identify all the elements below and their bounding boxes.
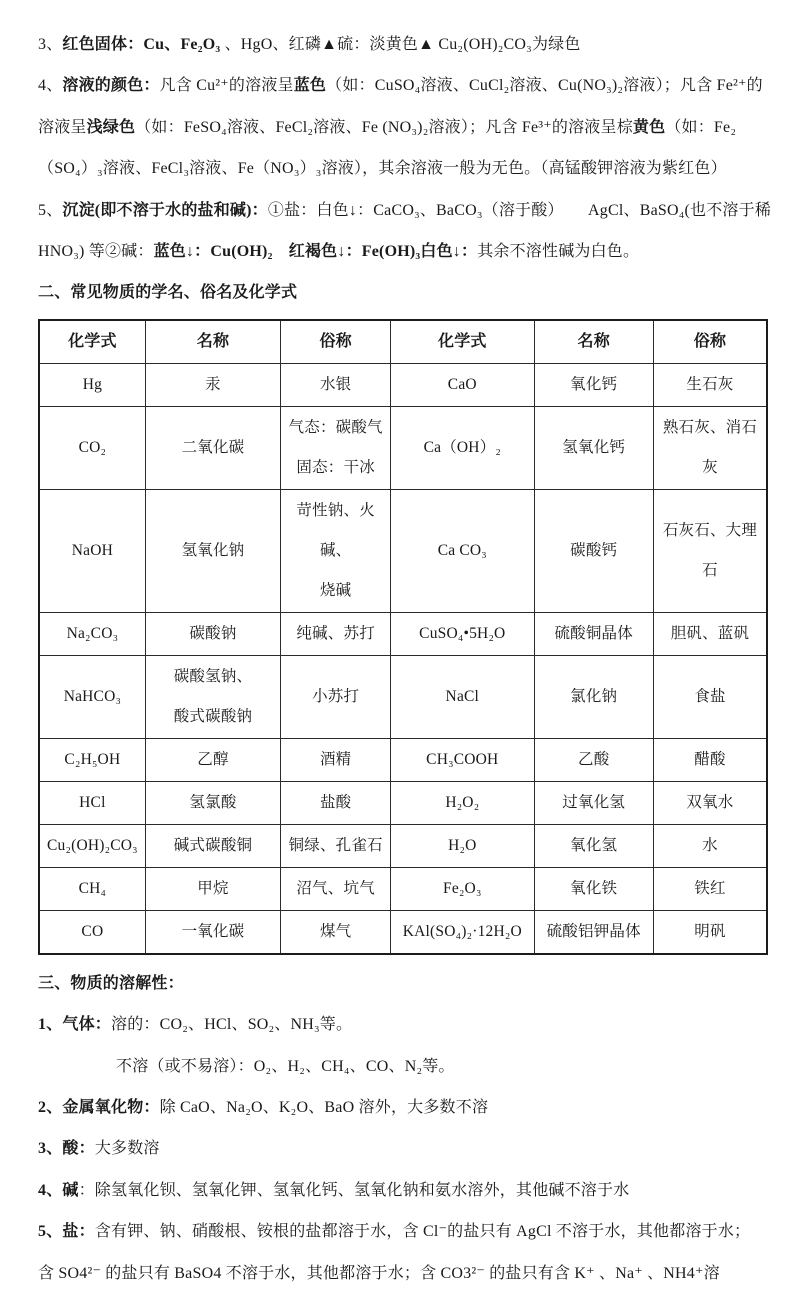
table-cell: 盐酸 (281, 781, 391, 824)
table-cell: 碳酸钠 (145, 612, 280, 655)
table-cell: 双氧水 (653, 781, 767, 824)
table-cell: 氧化钙 (534, 363, 653, 406)
body-text: 溶的：CO₂、HCl、SO₂、NH₃等。 (111, 1016, 353, 1034)
cell-line: 烧碱 (319, 581, 352, 599)
line-solution-colors-1 (38, 65, 768, 106)
table-cell (281, 406, 391, 489)
table-cell: KAl(SO₄)₂·12H₂O (391, 910, 534, 954)
body-text: 其余不溶性碱为白色。 (477, 243, 640, 261)
body-text: （如：Fe₂ (665, 118, 737, 136)
table-cell (653, 406, 767, 489)
body-text: 溶液呈 (38, 118, 87, 136)
line-red-solids (38, 24, 768, 65)
table-cell (281, 489, 391, 612)
line-salts-1 (38, 1211, 768, 1252)
emphasis-text: 1、气体： (38, 1016, 112, 1034)
table-cell: 乙醇 (145, 738, 280, 781)
body-text: （SO₄）₃溶液、FeCl₃溶液、Fe（NO₃）₃溶液），其余溶液一般为无色。（高锰酸钾溶液为紫红色） (38, 160, 727, 178)
table-cell: 纯碱、苏打 (281, 612, 391, 655)
body-text: HNO₃) 等②碱： (38, 243, 154, 261)
table-cell: NaHCO₃ (39, 655, 145, 738)
table-cell: 小苏打 (281, 655, 391, 738)
table-cell: 醋酸 (653, 738, 767, 781)
table-cell: 氢氧化钠 (145, 489, 280, 612)
column-header: 名称 (145, 320, 280, 364)
table-cell: CH₄ (39, 867, 145, 910)
table-row (39, 363, 767, 406)
column-header: 俗称 (281, 320, 391, 364)
table-cell: 铜绿、孔雀石 (281, 824, 391, 867)
table-cell: Ca CO₃ (391, 489, 534, 612)
table-row (39, 824, 767, 867)
cell-line: 酸式碳酸钠 (173, 707, 253, 725)
line-gases-soluble (38, 1004, 768, 1045)
section2-title (38, 272, 768, 313)
table-cell: 氢氯酸 (145, 781, 280, 824)
table-cell: 水 (653, 824, 767, 867)
emphasis-text: 2、金属氧化物： (38, 1099, 160, 1117)
table-cell: Fe₂O₃ (391, 867, 534, 910)
table-cell: 硫酸铜晶体 (534, 612, 653, 655)
table-cell: 胆矾、蓝矾 (653, 612, 767, 655)
table-cell: 水银 (281, 363, 391, 406)
line-acids (38, 1128, 768, 1169)
table-cell: 氧化氢 (534, 824, 653, 867)
cell-line: 熟石灰、消石 (662, 418, 758, 436)
emphasis-text: 黄色 (632, 118, 666, 136)
table-row (39, 910, 767, 954)
table-cell: C₂H₅OH (39, 738, 145, 781)
body-text: 5、 (38, 201, 63, 219)
common-substances-table (38, 319, 768, 955)
body-text: ：除氢氧化钡、氢氧化钾、氢氧化钙、氢氧化钠和氨水溶外，其他碱不溶于水 (78, 1181, 630, 1199)
table-cell: 甲烷 (145, 867, 280, 910)
table-row (39, 738, 767, 781)
body-text: 凡含 Cu²⁺的溶液呈 (159, 77, 294, 95)
body-text (273, 243, 289, 260)
cell-line: 石灰石、大理 (662, 521, 758, 539)
body-text: 含有钾、钠、硝酸根、铵根的盐都溶于水，含 Cl⁻的盐只有 AgCl 不溶于水，其他都溶于水； (94, 1223, 751, 1241)
table-cell: 铁红 (653, 867, 767, 910)
table-cell: 乙酸 (534, 738, 653, 781)
top-text-block (38, 24, 772, 314)
emphasis-text: 4、碱 (38, 1181, 79, 1199)
table-cell (145, 655, 280, 738)
body-text: 大多数溶 (94, 1140, 160, 1158)
column-header: 俗称 (653, 320, 767, 364)
emphasis-text: 红色固体：Cu、Fe₂O₃ (62, 36, 221, 53)
emphasis-text: 5、盐： (38, 1223, 95, 1241)
cell-line: 苛性钠、火碱、 (296, 501, 375, 559)
table-cell: 过氧化氢 (534, 781, 653, 824)
body-text: （如：CuSO₄溶液、CuCl₂溶液、Cu(NO₃)₂溶液）；凡含 Fe²⁺的 (326, 77, 763, 95)
line-salts-2 (38, 1253, 768, 1294)
table-cell: 碳酸钙 (534, 489, 653, 612)
table-cell: Ca（OH）₂ (391, 406, 534, 489)
table-cell: CH₃COOH (391, 738, 534, 781)
table-cell: 沼气、坑气 (281, 867, 391, 910)
column-header: 化学式 (391, 320, 534, 364)
emphasis-text: 浅绿色 (86, 118, 136, 136)
table-cell: 二氧化碳 (145, 406, 280, 489)
table-cell: CO₂ (39, 406, 145, 489)
table-cell: Na₂CO₃ (39, 612, 145, 655)
emphasis-text: 蓝色↓：Cu(OH)₂ (153, 243, 273, 261)
body-text: 、HgO、红磷▲硫：淡黄色▲ Cu₂(OH)₂CO₃为绿色 (220, 36, 581, 53)
table-cell: H₂O₂ (391, 781, 534, 824)
table-row (39, 612, 767, 655)
emphasis-text: 三、物质的溶解性： (38, 974, 184, 992)
line-metal-oxides (38, 1087, 768, 1128)
table-cell: 氯化钠 (534, 655, 653, 738)
table-cell: Cu₂(OH)₂CO₃ (39, 824, 145, 867)
column-header: 名称 (534, 320, 653, 364)
cell-line: 气态：碳酸气 (288, 418, 383, 436)
line-bases (38, 1170, 768, 1211)
table-cell: H₂O (391, 824, 534, 867)
table-row (39, 489, 767, 612)
emphasis-text: 红褐色↓：Fe(OH)₃白色↓： (288, 243, 478, 261)
emphasis-text: 溶液的颜色： (62, 77, 160, 95)
body-text: （如：FeSO₄溶液、FeCl₂溶液、Fe (NO₃)₂溶液）；凡含 Fe³⁺的溶液呈棕 (135, 118, 633, 136)
table-row (39, 406, 767, 489)
table-cell: 氧化铁 (534, 867, 653, 910)
table-row (39, 781, 767, 824)
body-text: 含 SO4²⁻ 的盐只有 BaSO4 不溶于水，其他都溶于水；含 CO3²⁻ 的盐只有含 K⁺ 、Na⁺ 、NH4⁺溶 (38, 1264, 720, 1282)
table-row (39, 867, 767, 910)
table-cell: 食盐 (653, 655, 767, 738)
line-solution-colors-2 (38, 107, 768, 148)
body-text: 4、 (38, 77, 63, 95)
emphasis-text: 沉淀(即不溶于水的盐和碱)： (62, 201, 268, 219)
table-cell: Hg (39, 363, 145, 406)
table-cell: CuSO₄•5H₂O (391, 612, 534, 655)
table-cell: CO (39, 910, 145, 954)
table-cell: 碱式碳酸铜 (145, 824, 280, 867)
table-cell: 氢氧化钙 (534, 406, 653, 489)
table-cell (653, 489, 767, 612)
line-gases-insoluble (38, 1046, 768, 1087)
table-header-row (39, 320, 767, 364)
table-cell: NaCl (391, 655, 534, 738)
table-body (39, 320, 767, 954)
table-cell: HCl (39, 781, 145, 824)
emphasis-text: 蓝色 (293, 77, 327, 95)
section3-title (38, 963, 768, 1004)
emphasis-text: 二、常见物质的学名、俗名及化学式 (38, 284, 298, 302)
body-text: 3、 (38, 36, 63, 53)
table-cell: 煤气 (281, 910, 391, 954)
body-text: ①盐：白色↓：CaCO₃、BaCO₃（溶于酸） AgCl、BaSO₄(也不溶于稀 (267, 201, 772, 219)
cell-line: 灰 (702, 458, 718, 476)
emphasis-text: 3、酸： (38, 1140, 95, 1158)
table-row (39, 655, 767, 738)
table-cell: 生石灰 (653, 363, 767, 406)
body-text: 不溶（或不易溶）：O₂、H₂、CH₄、CO、N₂等。 (116, 1057, 455, 1075)
table-cell: 汞 (145, 363, 280, 406)
table-cell: 明矾 (653, 910, 767, 954)
line-precipitates-1 (38, 190, 772, 231)
line-solution-colors-3 (38, 148, 768, 189)
body-text: 除 CaO、Na₂O、K₂O、BaO 溶外，大多数不溶 (159, 1099, 489, 1117)
cell-line: 石 (702, 561, 718, 579)
table-cell: 一氧化碳 (145, 910, 280, 954)
cell-line: 碳酸氢钠、 (173, 667, 253, 685)
table-cell: 硫酸铝钾晶体 (534, 910, 653, 954)
table-cell: CaO (391, 363, 534, 406)
table-cell: NaOH (39, 489, 145, 612)
line-precipitates-2 (38, 231, 768, 272)
table-cell: 酒精 (281, 738, 391, 781)
column-header: 化学式 (39, 320, 145, 364)
bottom-text-block (38, 963, 768, 1294)
cell-line: 固态：干冰 (296, 458, 375, 476)
